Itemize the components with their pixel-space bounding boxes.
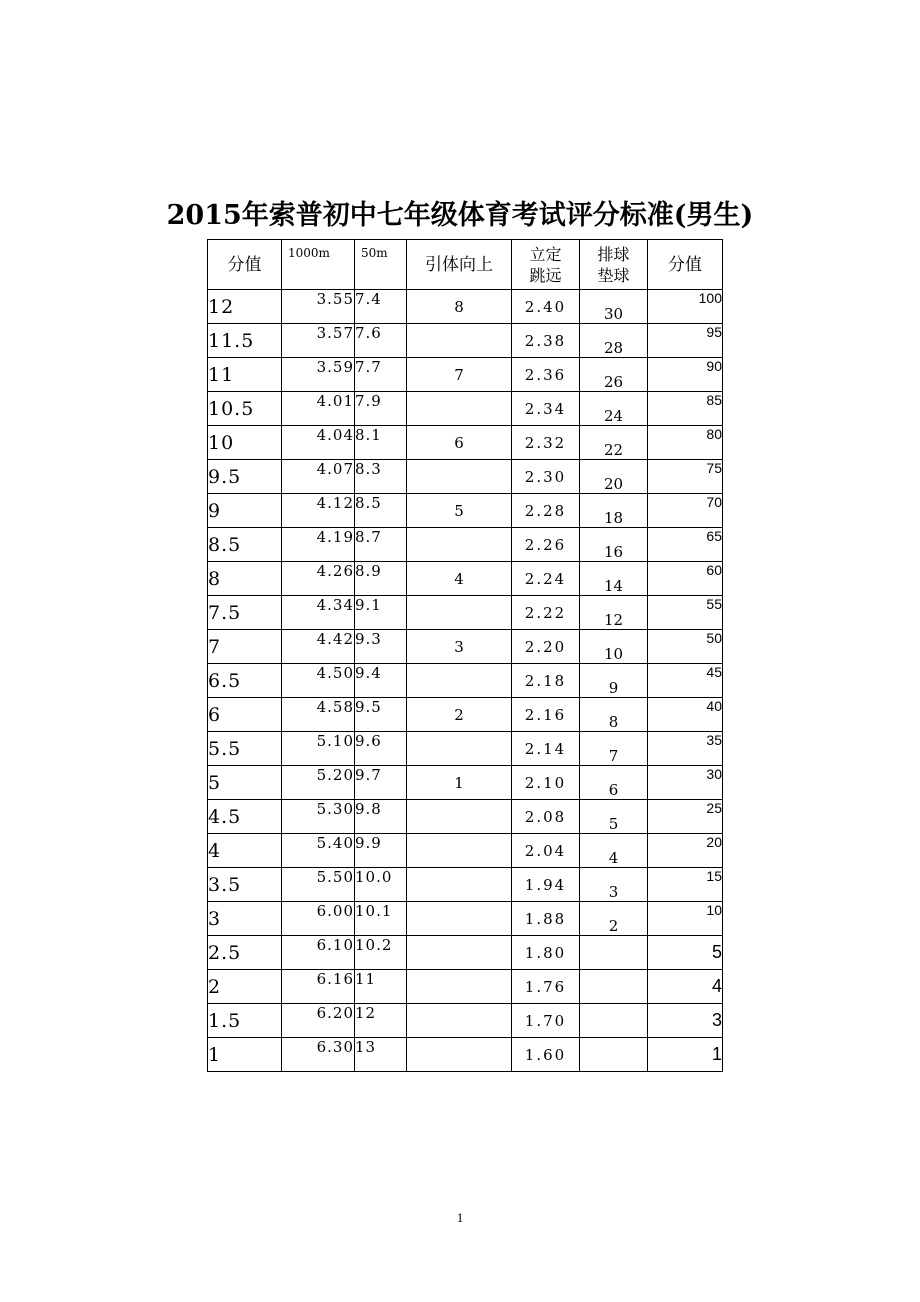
cell-50m: 9.6 <box>355 732 407 766</box>
cell-pullup: 7 <box>407 358 512 392</box>
cell-50m: 13 <box>355 1038 407 1072</box>
header-standing-long-jump: 立定 跳远 <box>512 240 580 290</box>
table-header-row <box>208 240 723 290</box>
cell-1000m: 5.20 <box>282 766 355 800</box>
cell-pullup <box>407 834 512 868</box>
cell-1000m: 5.10 <box>282 732 355 766</box>
cell-1000m: 6.16 <box>282 970 355 1004</box>
cell-score: 12 <box>208 290 282 324</box>
cell-long-jump: 2.18 <box>512 664 580 698</box>
table-row <box>208 630 723 664</box>
cell-1000m: 6.30 <box>282 1038 355 1072</box>
cell-pullup <box>407 528 512 562</box>
table-row <box>208 392 723 426</box>
cell-1000m: 5.50 <box>282 868 355 902</box>
cell-volleyball: 20 <box>580 460 648 494</box>
cell-long-jump: 2.10 <box>512 766 580 800</box>
cell-score: 3.5 <box>208 868 282 902</box>
cell-pullup: 2 <box>407 698 512 732</box>
cell-score: 2.5 <box>208 936 282 970</box>
cell-score: 8 <box>208 562 282 596</box>
cell-score: 7.5 <box>208 596 282 630</box>
table-row <box>208 460 723 494</box>
cell-volleyball <box>580 1004 648 1038</box>
cell-points: 25 <box>648 800 723 834</box>
cell-volleyball: 2 <box>580 902 648 936</box>
table-row <box>208 426 723 460</box>
cell-points: 4 <box>648 970 723 1004</box>
cell-long-jump: 2.30 <box>512 460 580 494</box>
cell-1000m: 6.20 <box>282 1004 355 1038</box>
cell-1000m: 4.58 <box>282 698 355 732</box>
header-1000m: 1000m <box>282 240 355 290</box>
cell-long-jump: 1.94 <box>512 868 580 902</box>
cell-pullup <box>407 1004 512 1038</box>
cell-points: 35 <box>648 732 723 766</box>
table-row <box>208 834 723 868</box>
cell-1000m: 4.42 <box>282 630 355 664</box>
page-title: 2015年索普初中七年级体育考试评分标准(男生) <box>166 200 754 231</box>
cell-points: 30 <box>648 766 723 800</box>
cell-50m: 7.6 <box>355 324 407 358</box>
cell-volleyball: 7 <box>580 732 648 766</box>
cell-volleyball: 4 <box>580 834 648 868</box>
cell-points: 100 <box>648 290 723 324</box>
cell-volleyball <box>580 936 648 970</box>
cell-50m: 9.3 <box>355 630 407 664</box>
page-number: 1 <box>456 1210 464 1225</box>
cell-score: 11 <box>208 358 282 392</box>
table-row <box>208 766 723 800</box>
cell-long-jump: 2.28 <box>512 494 580 528</box>
cell-50m: 11 <box>355 970 407 1004</box>
cell-score: 6 <box>208 698 282 732</box>
cell-long-jump: 2.14 <box>512 732 580 766</box>
cell-1000m: 6.10 <box>282 936 355 970</box>
cell-long-jump: 2.20 <box>512 630 580 664</box>
table-row <box>208 290 723 324</box>
cell-points: 80 <box>648 426 723 460</box>
cell-points: 40 <box>648 698 723 732</box>
cell-score: 4 <box>208 834 282 868</box>
cell-score: 5.5 <box>208 732 282 766</box>
cell-volleyball: 22 <box>580 426 648 460</box>
table-row <box>208 936 723 970</box>
cell-pullup <box>407 868 512 902</box>
cell-pullup <box>407 664 512 698</box>
cell-long-jump: 2.22 <box>512 596 580 630</box>
header-points: 分值 <box>648 240 723 290</box>
cell-50m: 10.1 <box>355 902 407 936</box>
cell-1000m: 4.26 <box>282 562 355 596</box>
header-50m: 50m <box>355 240 407 290</box>
cell-points: 55 <box>648 596 723 630</box>
cell-points: 50 <box>648 630 723 664</box>
table-row <box>208 698 723 732</box>
cell-pullup <box>407 1038 512 1072</box>
cell-pullup <box>407 970 512 1004</box>
cell-1000m: 4.07 <box>282 460 355 494</box>
cell-pullup <box>407 324 512 358</box>
cell-long-jump: 1.60 <box>512 1038 580 1072</box>
table-row <box>208 800 723 834</box>
table-row <box>208 970 723 1004</box>
cell-1000m: 4.04 <box>282 426 355 460</box>
cell-1000m: 4.34 <box>282 596 355 630</box>
cell-score: 11.5 <box>208 324 282 358</box>
cell-score: 10 <box>208 426 282 460</box>
cell-volleyball: 28 <box>580 324 648 358</box>
cell-points: 65 <box>648 528 723 562</box>
table-row <box>208 596 723 630</box>
cell-volleyball: 10 <box>580 630 648 664</box>
cell-long-jump: 2.40 <box>512 290 580 324</box>
cell-long-jump: 2.32 <box>512 426 580 460</box>
cell-50m: 9.5 <box>355 698 407 732</box>
cell-50m: 9.4 <box>355 664 407 698</box>
cell-1000m: 4.01 <box>282 392 355 426</box>
cell-long-jump: 1.80 <box>512 936 580 970</box>
cell-points: 20 <box>648 834 723 868</box>
cell-1000m: 3.59 <box>282 358 355 392</box>
cell-volleyball: 24 <box>580 392 648 426</box>
cell-1000m: 4.12 <box>282 494 355 528</box>
cell-points: 75 <box>648 460 723 494</box>
cell-volleyball: 9 <box>580 664 648 698</box>
cell-volleyball: 3 <box>580 868 648 902</box>
cell-volleyball: 8 <box>580 698 648 732</box>
cell-pullup: 8 <box>407 290 512 324</box>
header-volleyball-bump: 排球 垫球 <box>580 240 648 290</box>
table-row <box>208 358 723 392</box>
cell-pullup: 5 <box>407 494 512 528</box>
cell-volleyball: 5 <box>580 800 648 834</box>
cell-1000m: 5.40 <box>282 834 355 868</box>
cell-pullup: 6 <box>407 426 512 460</box>
table-body <box>208 290 723 1072</box>
cell-volleyball: 16 <box>580 528 648 562</box>
cell-pullup <box>407 800 512 834</box>
cell-pullup: 4 <box>407 562 512 596</box>
cell-score: 10.5 <box>208 392 282 426</box>
cell-50m: 8.9 <box>355 562 407 596</box>
cell-points: 5 <box>648 936 723 970</box>
cell-1000m: 5.30 <box>282 800 355 834</box>
cell-long-jump: 2.34 <box>512 392 580 426</box>
cell-50m: 10.0 <box>355 868 407 902</box>
cell-pullup: 3 <box>407 630 512 664</box>
cell-long-jump: 2.36 <box>512 358 580 392</box>
cell-score: 1.5 <box>208 1004 282 1038</box>
cell-score: 5 <box>208 766 282 800</box>
cell-pullup <box>407 596 512 630</box>
table-row <box>208 732 723 766</box>
header-pullup: 引体向上 <box>407 240 512 290</box>
cell-50m: 12 <box>355 1004 407 1038</box>
cell-pullup <box>407 732 512 766</box>
cell-volleyball <box>580 970 648 1004</box>
cell-pullup <box>407 392 512 426</box>
cell-50m: 9.1 <box>355 596 407 630</box>
cell-score: 9.5 <box>208 460 282 494</box>
cell-long-jump: 2.04 <box>512 834 580 868</box>
cell-50m: 7.4 <box>355 290 407 324</box>
cell-score: 4.5 <box>208 800 282 834</box>
cell-volleyball: 18 <box>580 494 648 528</box>
cell-points: 15 <box>648 868 723 902</box>
cell-points: 3 <box>648 1004 723 1038</box>
cell-volleyball: 14 <box>580 562 648 596</box>
table-row <box>208 868 723 902</box>
cell-1000m: 4.19 <box>282 528 355 562</box>
table-row <box>208 1038 723 1072</box>
scoring-standard-table <box>207 239 723 1072</box>
table-row <box>208 324 723 358</box>
cell-long-jump: 2.08 <box>512 800 580 834</box>
cell-pullup <box>407 460 512 494</box>
cell-volleyball: 6 <box>580 766 648 800</box>
cell-long-jump: 2.26 <box>512 528 580 562</box>
cell-long-jump: 2.38 <box>512 324 580 358</box>
cell-score: 7 <box>208 630 282 664</box>
table-row <box>208 664 723 698</box>
cell-points: 95 <box>648 324 723 358</box>
cell-points: 70 <box>648 494 723 528</box>
cell-volleyball <box>580 1038 648 1072</box>
cell-score: 1 <box>208 1038 282 1072</box>
cell-50m: 8.5 <box>355 494 407 528</box>
cell-50m: 8.3 <box>355 460 407 494</box>
cell-long-jump: 2.24 <box>512 562 580 596</box>
cell-score: 2 <box>208 970 282 1004</box>
cell-score: 6.5 <box>208 664 282 698</box>
cell-50m: 8.7 <box>355 528 407 562</box>
table-row <box>208 494 723 528</box>
cell-50m: 9.7 <box>355 766 407 800</box>
cell-points: 90 <box>648 358 723 392</box>
cell-1000m: 3.57 <box>282 324 355 358</box>
cell-long-jump: 1.76 <box>512 970 580 1004</box>
cell-50m: 7.7 <box>355 358 407 392</box>
cell-long-jump: 1.70 <box>512 1004 580 1038</box>
cell-pullup: 1 <box>407 766 512 800</box>
cell-volleyball: 12 <box>580 596 648 630</box>
cell-points: 1 <box>648 1038 723 1072</box>
cell-score: 9 <box>208 494 282 528</box>
cell-volleyball: 30 <box>580 290 648 324</box>
cell-points: 45 <box>648 664 723 698</box>
cell-1000m: 3.55 <box>282 290 355 324</box>
cell-long-jump: 1.88 <box>512 902 580 936</box>
cell-1000m: 4.50 <box>282 664 355 698</box>
cell-pullup <box>407 936 512 970</box>
cell-50m: 10.2 <box>355 936 407 970</box>
cell-volleyball: 26 <box>580 358 648 392</box>
header-score: 分值 <box>208 240 282 290</box>
cell-50m: 9.8 <box>355 800 407 834</box>
cell-points: 10 <box>648 902 723 936</box>
cell-50m: 8.1 <box>355 426 407 460</box>
cell-50m: 7.9 <box>355 392 407 426</box>
cell-score: 3 <box>208 902 282 936</box>
cell-50m: 9.9 <box>355 834 407 868</box>
table-row <box>208 1004 723 1038</box>
cell-points: 85 <box>648 392 723 426</box>
table-row <box>208 902 723 936</box>
cell-long-jump: 2.16 <box>512 698 580 732</box>
table-row <box>208 562 723 596</box>
cell-score: 8.5 <box>208 528 282 562</box>
cell-1000m: 6.00 <box>282 902 355 936</box>
table-row <box>208 528 723 562</box>
cell-pullup <box>407 902 512 936</box>
cell-points: 60 <box>648 562 723 596</box>
